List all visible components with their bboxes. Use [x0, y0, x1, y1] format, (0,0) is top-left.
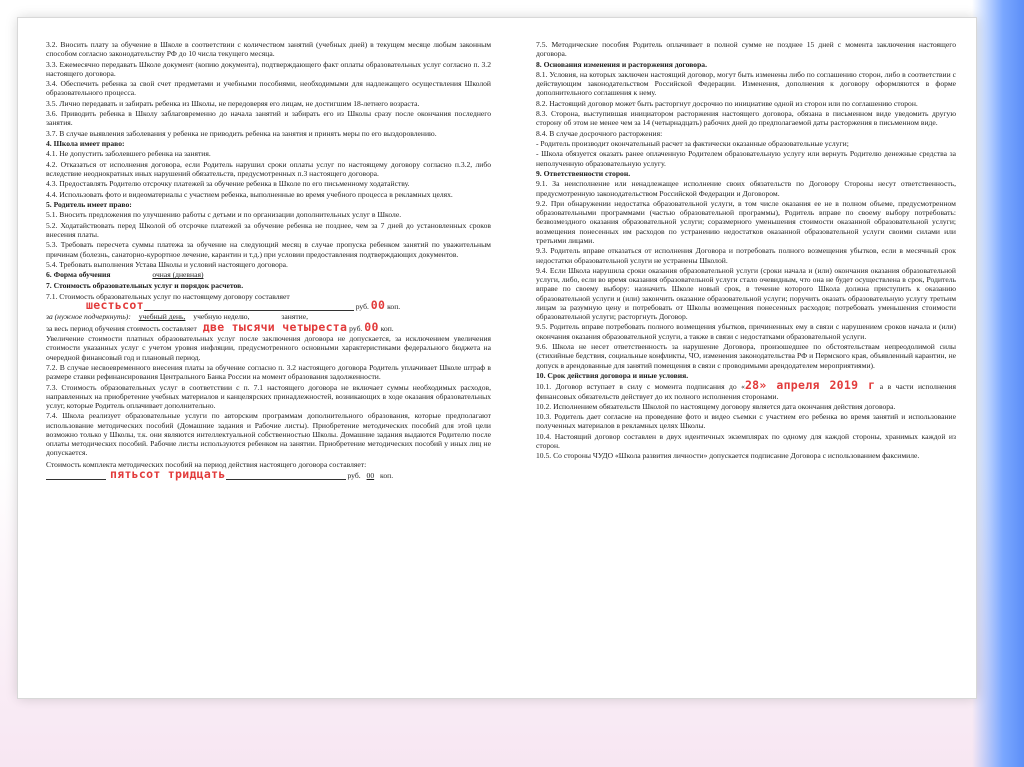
- right-paragraphs: [536, 40, 956, 380]
- clause-7-1: [46, 292, 491, 312]
- clause-paragraph: 8.3. Сторона, выступившая инициатором расторжения настоящего договора, обязана в письменном виде уведомить другую сторону об этом не менее чем за 14 (четырнадцать) рабочих дней до предполагаемой даты расторжения в письменном виде.: [536, 109, 956, 128]
- clause-paragraph: 10.4. Настоящий договор составлен в двух идентичных экземплярах по одному для каждой стороны, хранимых каждой из сторон.: [536, 431, 956, 451]
- document-scan: [18, 18, 976, 698]
- clause-paragraph: 8.2. Настоящий договор может быть расторгнут досрочно по инициативе одной из сторон или по соглашению сторон.: [536, 98, 918, 108]
- clause-paragraph: 9.4. Если Школа нарушила сроки оказания образовательной услуги (сроки начала и (или) окончания оказания образовательной услуги, либо, если во время оказания образовательной услуги стало очевидным, что она не будет осуществлена в срок, Родитель вправе по своему выбору: назначить Школе новый срок, в течение которого Школа должна приступить к оказанию образовательной услуги и (или) закончить оказание образовательной услуги; поручить оказать образовательную услугу третьим лицам за разумную цену и потребовать от Школы возмещения понесенных расходов; потребовать уменьшения стоимости образовательной услуги; расторгнуть Договор.: [536, 265, 956, 322]
- kop-label-3: коп.: [380, 471, 394, 480]
- handwritten-kop-00: 00: [370, 298, 386, 313]
- right-column: [536, 40, 956, 630]
- clause-paragraph: 3.4. Обеспечить ребенка за свой счет предметами и учебными пособиями, необходимыми для надлежащего осуществления Школой образовательного процесса.: [46, 79, 491, 98]
- whole-period-cost: [46, 319, 491, 334]
- clause-paragraph: 9.5. Родитель вправе потребовать полного возмещения убытков, причиненных ему в связи с нарушением сроков начала и (или) окончания оказания образовательной услуги, а также в связи с недостатками образовательной услуги.: [536, 322, 956, 341]
- section-heading: 5. Родитель имеет право:: [46, 200, 132, 210]
- clause-paragraph: 7.3. Стоимость образовательных услуг в соответствии с п. 7.1 настоящего договора не включает суммы необходимых расходов, направленных на приобретение учебных материалов и канцелярских принадлежностей, возникающих в ходе оказания образовательных услуг, которые Родитель оплачивает дополнительно.: [46, 382, 491, 411]
- option-week: учебную неделю,: [193, 312, 250, 322]
- section-heading: 4. Школа имеет право:: [46, 139, 125, 149]
- left-paragraphs-2: [46, 334, 491, 458]
- section-7-title: 7. Стоимость образовательных услуг и порядок расчетов.: [46, 280, 244, 290]
- section-heading: 10. Срок действия договора и иные условия.: [536, 370, 689, 380]
- clause-paragraph: 4.1. Не допустить заболевшего ребенка на занятия.: [46, 149, 211, 159]
- clause-paragraph: 4.4. Использовать фото и видеоматериалы с участием ребенка, выполненные во время учебного процесса в рекламных целях.: [46, 189, 453, 199]
- clause-paragraph: - Родитель производит окончательный расчет за фактически оказанные образовательные услуги;: [536, 139, 849, 149]
- clause-paragraph: 3.5. Лично передавать и забирать ребенка из Школы, не передоверяя его лицам, не достигшим 18-летнего возраста.: [46, 98, 420, 108]
- clause-paragraph: 9.6. Школа не несет ответственность за нарушение Договора, произошедшее по обстоятельствам непреодолимой силы (стихийные бедствия, социальные конфликты, ЧО, изменения законодательства РФ и Пермского края, объявленный карантин, не допуск в арендованные для занятий помещения в связи с проводимыми арендодателем мероприятиями).: [536, 342, 956, 370]
- whole-period-text: за весь период обучения стоимость составляет: [46, 323, 197, 333]
- clause-paragraph: 7.2. В случае несвоевременного внесения платы за обучение согласно п. 3.2 настоящего договора Родитель уплачивает Школе штраф в размере ставки рефинансирования Центрального Банка России на момент образования задолженности.: [46, 362, 491, 382]
- clause-10-1-start: 10.1. Договор вступает в силу с момента подписания до «: [536, 382, 745, 392]
- kop-value-3: 00: [366, 471, 375, 480]
- right-paragraphs-2: [536, 402, 956, 461]
- form-value: очная (дневная): [152, 270, 204, 280]
- handwritten-kop-00-2: 00: [364, 319, 379, 334]
- clause-paragraph: 9.3. Родитель вправе отказаться от исполнения Договора и потребовать полного возмещения убытков, если в месячный срок недостатки образовательной услуги не устранены Школой.: [536, 246, 956, 265]
- option-lesson: занятие,: [281, 312, 308, 322]
- clause-paragraph: 4.2. Отказаться от исполнения договора, если Родитель нарушил сроки оплаты услуг по настоящему договору согласно п.3.2, либо вследствие неоднократных иных нарушений обязательств, предусмотренных п.3 настоящего договора.: [46, 159, 491, 178]
- form-label: 6. Форма обучения: [46, 270, 111, 280]
- clause-paragraph: Увеличение стоимости платных образовательных услуг после заключения договора не допускается, за исключением увеличения стоимости указанных услуг с учетом уровня инфляции, предусмотренного основными характеристиками федерального бюджета на очередной финансовый год и плановый период.: [46, 334, 491, 362]
- section-heading: 8. Основания изменения и расторжения договора.: [536, 59, 707, 69]
- clause-paragraph: 5.3. Требовать пересчета суммы платежа за обучение на следующий месяц в случае пропуска ребенком занятий по уважительным причинам (болезнь, санаторно-курортное лечение, карантин и т.д.) при условии предоставления подтверждающих документов.: [46, 240, 491, 259]
- kop-label-2: коп.: [380, 323, 394, 333]
- rub-label-2: руб.: [349, 323, 363, 333]
- clause-10-1: [536, 378, 956, 401]
- kit-cost-amount: [46, 467, 491, 481]
- clause-paragraph: 3.7. В случае выявления заболевания у ребенка не приводить ребенка на занятия и принять меры по его выздоровлению.: [46, 128, 437, 138]
- clause-paragraph: 4.3. Предоставлять Родителю отсрочку платежей за обучение ребенка в Школе по его письменному ходатайству.: [46, 179, 410, 189]
- kop-label: коп.: [387, 302, 401, 312]
- section-heading: 9. Ответственности сторон.: [536, 169, 631, 178]
- clause-paragraph: 7.4. Школа реализует образовательные услуги по авторским программам дополнительного образования, которые предполагают использование методических пособий (Домашние задания и Рабочие листы). Приобретение методических пособий для этой цели возможно только у Школы, т.к. они являются интеллектуальной собственностью Школы. Домашние задания выдаются Родителю после оплаты методических пособий. Рабочие листы используются ребенком на занятии. Приобретение методических пособий у иных лиц не допускается.: [46, 411, 491, 458]
- clause-paragraph: 9.2. При обнаружении недостатка образовательной услуги, в том числе оказания ее не в полном объеме, предусмотренном образовательными программами (частью образовательной программы), Родитель вправе по своему выбору потребовать: безвозмездного оказания образовательной услуги; соразмерного уменьшения стоимости оказанной образовательной услуги; возмещения понесенных им расходов по устранению недостатков оказанной образовательной услуги своими силами или третьими лицами.: [536, 198, 956, 245]
- clause-paragraph: 3.3. Ежемесячно передавать Школе документ (копию документа), подтверждающего факт оплаты образовательных услуг согласно п. 3.2 настоящего договора.: [46, 59, 491, 78]
- left-paragraphs: [46, 40, 491, 269]
- clause-paragraph: 5.4. Требовать выполнения Устава Школы и условий настоящего договора.: [46, 259, 288, 269]
- handwritten-amount-2400: две тысячи четыреста: [202, 319, 348, 334]
- clause-paragraph: 5.2. Ходатайствовать перед Школой об отсрочке платежей за обучение ребенка не позднее, чем за 7 дней до установленных сроков внесения платы.: [46, 220, 491, 239]
- clause-paragraph: 3.6. Приводить ребенка в Школу заблаговременно до начала занятий и забирать его из Школы сразу после окончания последнего занятия.: [46, 109, 491, 128]
- clause-paragraph: 10.2. Исполнением обязательств Школой по настоящему договору является дата окончания действия договора.: [536, 401, 896, 411]
- clause-10-1-end: а в части исполнения финансовых обязательств действует до их полного исполнения сторонами.: [536, 382, 956, 401]
- clause-paragraph: 3.2. Вносить плату за обучение в Школе в соответствии с количеством занятий (учебных дней) в текущем месяце любым законным способом согласно законодательству РФ до 10 числа текущего месяца.: [46, 40, 491, 59]
- slide-corner-accent: [972, 0, 1024, 767]
- clause-paragraph: 5.1. Вносить предложения по улучшению работы с детьми и по организации дополнительных услуг в Школе.: [46, 210, 402, 220]
- handwritten-amount-530: пятьсот тридцать: [110, 467, 226, 481]
- clause-paragraph: 10.5. Со стороны ЧУДО «Школа развития личности» допускается подписание Договора с использованием факсимиле.: [536, 451, 920, 461]
- option-day-selected: учебный день,: [138, 312, 186, 322]
- rub-label: руб.: [355, 302, 369, 312]
- choose-note: за (нужное подчеркнуть):: [46, 312, 131, 322]
- clause-paragraph: 8.1. Условия, на которых заключен настоящий договор, могут быть изменены либо по соглашению сторон, либо в соответствии с действующим законодательством Российской Федерации. Изменения, дополнения к договору оформляются в форме дополнительного соглашения к нему.: [536, 69, 956, 98]
- form-of-study: [46, 270, 491, 279]
- clause-paragraph: - Школа обязуется оказать ранее оплаченную Родителем образовательную услугу или вернуть Родителю денежные средства за неполученную образовательную услугу.: [536, 149, 956, 168]
- handwritten-date: 28» апреля 2019 г: [744, 378, 876, 393]
- clause-paragraph: 9.1. За неисполнение или ненадлежащее исполнение своих обязательств по Договору Стороны несут ответственность, предусмотренную законодательством Российской Федерации и Договором.: [536, 179, 956, 198]
- rub-label-3: руб.: [347, 471, 361, 480]
- clause-paragraph: 10.3. Родитель дает согласие на проведение фото и видео съемки с участием его ребенка во время занятий и использование полученных материалов в рекламных целях Школы.: [536, 412, 956, 431]
- clause-7-1-text: 7.1. Стоимость образовательных услуг по настоящему договору составляет: [46, 291, 290, 301]
- clause-paragraph: 8.4. В случае досрочного расторжения:: [536, 128, 663, 138]
- kit-cost-text: Стоимость комплекта методических пособий на период действия настоящего договора составляет:: [46, 459, 367, 469]
- left-column: [46, 40, 491, 680]
- clause-paragraph: 7.5. Методические пособия Родитель оплачивает в полной сумме не позднее 15 дней с момента заключения настоящего договора.: [536, 40, 956, 59]
- handwritten-amount-600: шестьсот: [86, 298, 144, 313]
